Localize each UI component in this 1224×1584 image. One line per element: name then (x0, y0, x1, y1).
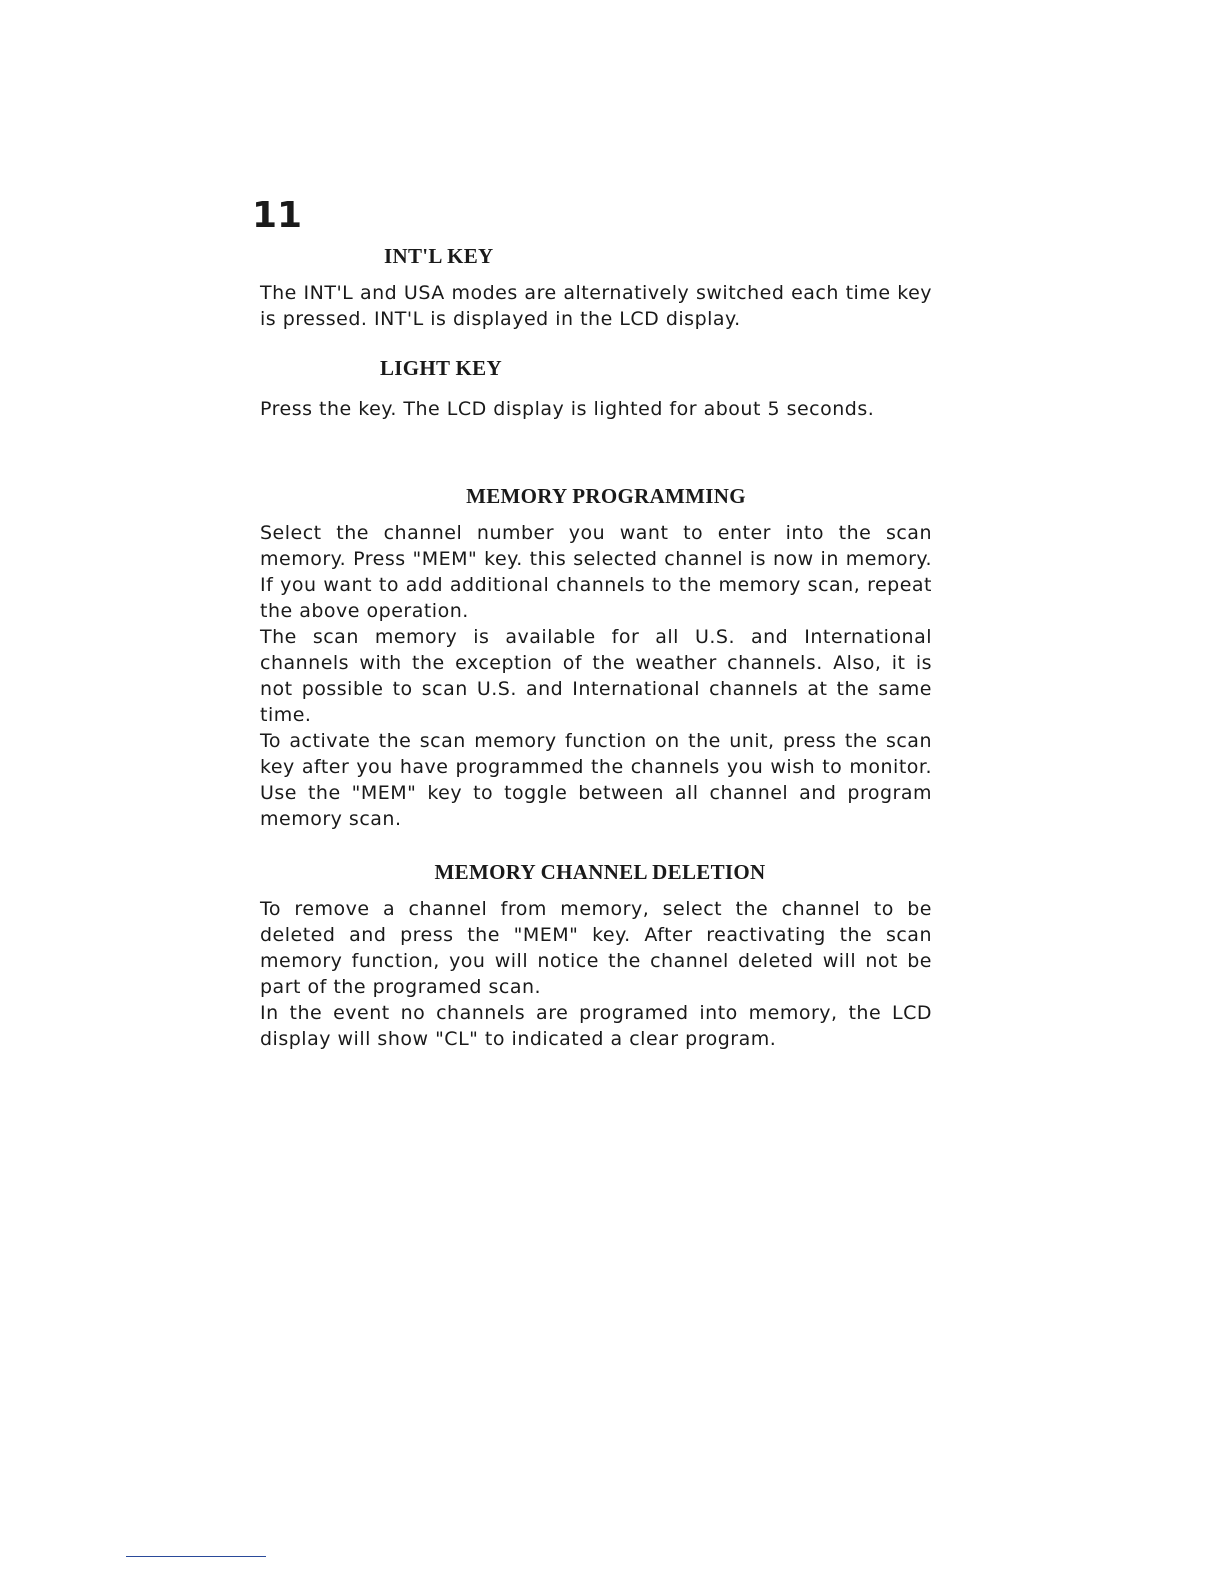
memory-programming-paragraph-1: Select the channel number you want to enter into the scan memory. Press "MEM" key. this selected channel is now in memory. If you want to add additional channels to the memory scan, repeat the above operation. (260, 522, 932, 622)
section-title-memory-programming: MEMORY PROGRAMMING (466, 484, 746, 508)
memory-deletion-paragraph-1: To remove a channel from memory, select the channel to be deleted and press the "MEM" key. After reactivating the scan memory function, you will notice the channel deleted will not be part of the programed scan. (260, 898, 932, 998)
page-number: 11 (252, 195, 303, 236)
memory-deletion-paragraph-2: In the event no channels are programed into memory, the LCD display will show "CL" to indicated a clear program. (260, 1002, 932, 1050)
memory-channel-deletion-section (260, 858, 932, 1052)
memory-programming-section (260, 482, 932, 832)
section-title-intl-key: INT'L KEY (384, 244, 494, 268)
intl-key-paragraph: The INT'L and USA modes are alternatively switched each time key is pressed. INT'L is displayed in the LCD display. (260, 282, 932, 330)
light-key-paragraph: Press the key. The LCD display is lighted for about 5 seconds. (260, 398, 875, 420)
section-title-light-key: LIGHT KEY (380, 356, 502, 380)
light-key-section (260, 354, 932, 422)
footnote-rule (126, 1556, 266, 1557)
manual-page-content (260, 242, 932, 1052)
intl-key-section (260, 242, 932, 332)
memory-programming-paragraph-3: To activate the scan memory function on the unit, press the scan key after you have programmed the channels you wish to monitor. Use the "MEM" key to toggle between all channel and program memory scan. (260, 730, 932, 830)
memory-programming-paragraph-2: The scan memory is available for all U.S. and International channels with the exception of the weather channels. Also, it is not possible to scan U.S. and International channels at the same time. (260, 626, 932, 726)
section-title-memory-channel-deletion: MEMORY CHANNEL DELETION (434, 860, 766, 884)
